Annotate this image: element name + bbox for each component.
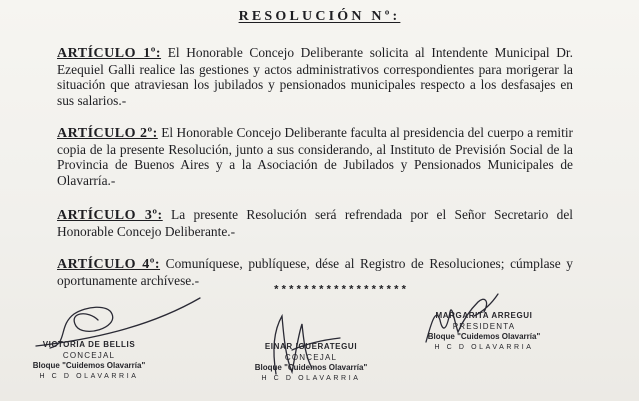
signer-role: PRESIDENTA <box>452 321 516 331</box>
signature-block-iguerategui <box>226 342 396 384</box>
signer-hcd: H C D OLAVARRIA <box>261 374 361 382</box>
article-2-heading: ARTÍCULO 2º: <box>57 126 158 141</box>
signer-hcd: H C D OLAVARRIA <box>434 343 534 351</box>
separator-stars: ****************** <box>273 285 409 297</box>
resolution-title: RESOLUCIÓN Nº: <box>238 9 401 24</box>
signer-name: VICTORIA DE BELLIS <box>42 340 136 349</box>
signer-role: CONCEJAL <box>284 352 338 362</box>
signature-block-de-bellis <box>14 340 164 382</box>
article-2-text: El Honorable Concejo Deliberante faculta al presidencia del cuerpo a remitir copia de la presente Resolución, junto a sus considerando, al Instituto de Previsión Social de la Provincia de Buenos Aires y a la Asociación de Jubilados y Pensionados Municipales de Olavarría.- <box>57 125 573 188</box>
article-4-heading: ARTÍCULO 4º: <box>57 257 161 272</box>
article-1 <box>57 45 573 108</box>
signer-bloque: Bloque "Cuidemos Olavarría" <box>427 332 541 341</box>
article-1-text: El Honorable Concejo Deliberante solicita al Intendente Municipal Dr. Ezequiel Galli realice las gestiones y actos administrativos correspondientes para morigerar la situación que atraviesan los jubilados y pensionados municipales respecto a los desfasajes en sus salarios.- <box>57 45 573 108</box>
signer-bloque: Bloque "Cuidemos Olavarría" <box>254 363 368 372</box>
signer-name: EINAR IGUERATEGUI <box>264 342 358 351</box>
article-3-text: La presente Resolución será refrendada por el Señor Secretario del Honorable Concejo Deliberante.- <box>57 207 573 239</box>
article-2 <box>57 125 573 188</box>
article-4-text: Comuníquese, publíquese, dése al Registro de Resoluciones; cúmplase y oportunamente archívese.- <box>57 256 574 288</box>
article-4 <box>57 256 573 288</box>
article-1-heading: ARTÍCULO 1º: <box>57 46 162 61</box>
signer-hcd: H C D OLAVARRIA <box>39 372 139 380</box>
signer-bloque: Bloque "Cuidemos Olavarría" <box>32 361 146 370</box>
signer-name: MARGARITA ARREGUI <box>435 311 533 320</box>
signer-role: CONCEJAL <box>62 350 116 360</box>
signature-block-arregui <box>410 311 558 353</box>
article-3-heading: ARTÍCULO 3º: <box>57 208 163 223</box>
article-3 <box>57 207 573 239</box>
